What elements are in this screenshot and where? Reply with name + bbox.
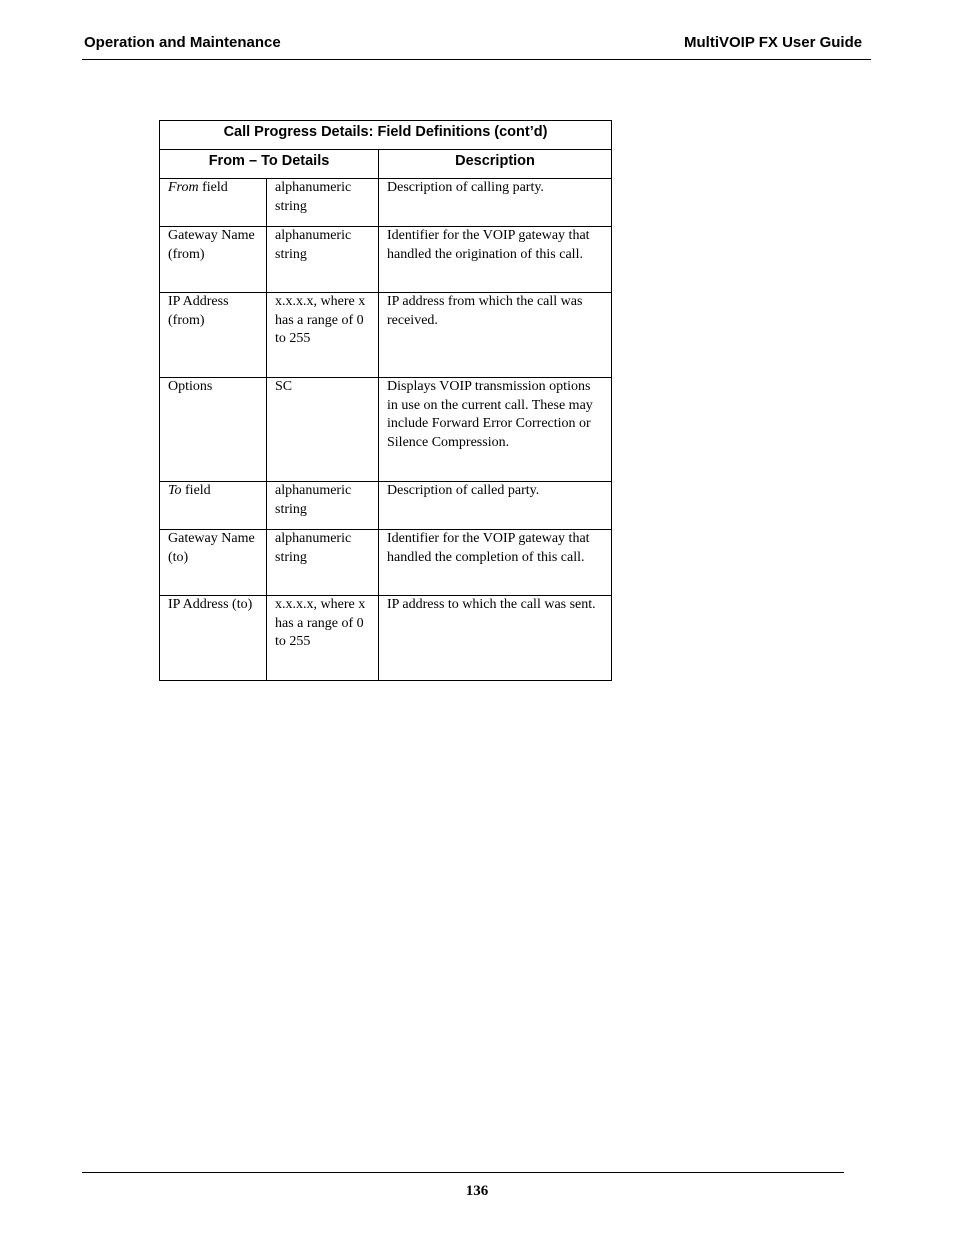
header-guide-title: MultiVOIP FX User Guide	[684, 34, 863, 51]
table-row	[160, 227, 612, 293]
field-name-cell	[160, 530, 267, 596]
field-name-cell	[160, 378, 267, 482]
table-title-row	[160, 121, 612, 150]
field-name-text: IP Address (from)	[168, 294, 229, 328]
field-description-cell: Identifier for the VOIP gateway that handled the origination of this call.	[379, 227, 612, 293]
table-row	[160, 530, 612, 596]
table-row	[160, 293, 612, 378]
page-number: 136	[465, 1183, 489, 1199]
table-title: Call Progress Details: Field Definitions (cont’d)	[160, 121, 612, 150]
field-name-cell	[160, 482, 267, 530]
field-name-text: Options	[168, 379, 213, 394]
footer-divider	[82, 1172, 844, 1173]
field-name-text: field	[181, 483, 211, 498]
field-description-cell: IP address to which the call was sent.	[379, 596, 612, 681]
field-value-cell: alphanumeric string	[267, 482, 379, 530]
field-name-text: IP Address (to)	[168, 597, 253, 612]
field-value-cell: x.x.x.x, where x has a range of 0 to 255	[267, 293, 379, 378]
field-definitions-table	[159, 120, 612, 681]
field-name-emphasis: To	[168, 483, 182, 498]
table-header-row	[160, 150, 612, 179]
field-description-cell: Description of called party.	[379, 482, 612, 530]
table-row	[160, 378, 612, 482]
field-description-cell: IP address from which the call was received.	[379, 293, 612, 378]
column-header-from-to: From – To Details	[160, 150, 379, 179]
field-value-cell: x.x.x.x, where x has a range of 0 to 255	[267, 596, 379, 681]
field-value-cell: alphanumeric string	[267, 530, 379, 596]
table-row	[160, 596, 612, 681]
field-name-cell	[160, 227, 267, 293]
field-name-emphasis: From	[168, 180, 199, 195]
field-name-text: field	[198, 180, 228, 195]
header-divider	[82, 59, 871, 60]
field-value-cell: SC	[267, 378, 379, 482]
header-section-title: Operation and Maintenance	[84, 34, 281, 51]
field-description-cell: Description of calling party.	[379, 179, 612, 227]
field-name-text: Gateway Name (to)	[168, 531, 255, 565]
table-row	[160, 482, 612, 530]
column-header-description: Description	[379, 150, 612, 179]
field-description-cell: Identifier for the VOIP gateway that handled the completion of this call.	[379, 530, 612, 596]
table-row	[160, 179, 612, 227]
field-name-cell	[160, 596, 267, 681]
field-value-cell: alphanumeric string	[267, 179, 379, 227]
field-value-cell: alphanumeric string	[267, 227, 379, 293]
field-name-text: Gateway Name (from)	[168, 228, 255, 262]
field-name-cell	[160, 179, 267, 227]
field-description-cell: Displays VOIP transmission options in use on the current call. These may include Forward Error Correction or Silence Compression.	[379, 378, 612, 482]
field-name-cell	[160, 293, 267, 378]
